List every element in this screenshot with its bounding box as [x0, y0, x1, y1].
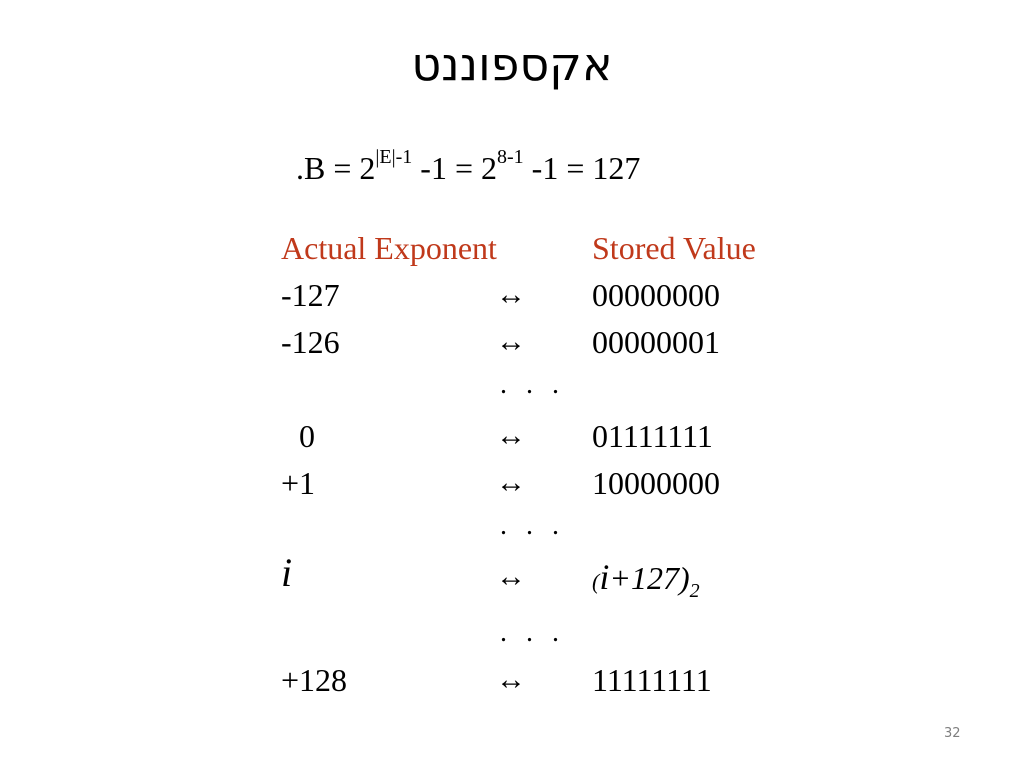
stored-value-cell: 00000000	[592, 277, 720, 313]
table-row	[281, 550, 801, 617]
biarrow-icon: ↔	[496, 278, 526, 311]
expr-rest: +127)	[609, 560, 690, 596]
formula-superscript-1: |E|-1	[375, 146, 413, 169]
table-row	[281, 275, 801, 322]
formula-rhs: -1 = 127	[523, 150, 641, 186]
biarrow-icon: ↔	[496, 663, 526, 696]
expr-subscript: 2	[689, 580, 700, 602]
actual-exponent-cell: -127	[281, 277, 340, 313]
biarrow-icon: ↔	[496, 466, 526, 499]
biarrow-icon: ↔	[496, 419, 526, 452]
ellipsis: . . .	[500, 617, 565, 648]
table-row	[281, 322, 801, 369]
table-row	[281, 416, 801, 463]
ellipsis-row	[281, 369, 801, 416]
slide-number: 32	[944, 726, 961, 741]
expr-open-paren: (	[592, 569, 600, 594]
stored-value-cell: 11111111	[592, 662, 712, 698]
expr-variable: i	[599, 557, 610, 597]
slide-title: אקספוננט	[411, 37, 613, 91]
header-actual-exponent: Actual Exponent	[281, 230, 497, 266]
formula-superscript-2: 8-1	[496, 146, 524, 169]
biarrow-icon: ↔	[496, 560, 526, 593]
ellipsis: . . .	[500, 510, 565, 541]
actual-exponent-cell: +1	[281, 465, 316, 501]
stored-value-cell: 01111111	[592, 418, 713, 454]
table-header-row	[281, 228, 801, 275]
formula-mid: -1 = 2	[412, 150, 497, 186]
stored-value-expression	[592, 557, 700, 603]
actual-exponent-cell: -126	[281, 324, 340, 360]
ellipsis-row	[281, 617, 801, 660]
ellipsis: . . .	[500, 369, 565, 400]
formula-dot: .	[296, 150, 304, 186]
actual-exponent-cell: 0	[299, 418, 315, 454]
exponent-table	[281, 228, 801, 707]
header-stored-value: Stored Value	[592, 230, 756, 266]
formula-lhs: B = 2	[304, 150, 376, 186]
biarrow-icon: ↔	[496, 325, 526, 358]
bias-formula	[296, 148, 640, 188]
actual-exponent-cell: +128	[281, 662, 348, 698]
table-row	[281, 660, 801, 707]
table-row	[281, 463, 801, 510]
stored-value-cell: 00000001	[592, 324, 720, 360]
stored-value-cell: 10000000	[592, 465, 720, 501]
actual-exponent-variable: i	[281, 550, 293, 595]
ellipsis-row	[281, 510, 801, 557]
